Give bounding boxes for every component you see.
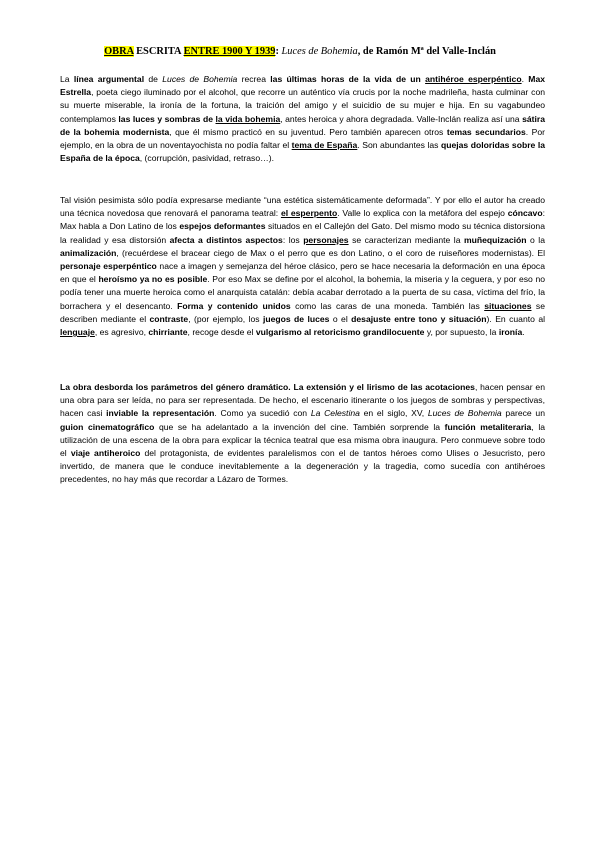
document-title (40, 46, 560, 57)
text-run: las últimas horas de la vida de un (270, 74, 426, 84)
text-run: parece un (501, 408, 545, 419)
text-run: , que él mismo practicó en su juventud. Pero también aparecen otros (169, 126, 447, 137)
text-run: se describen mediante el (60, 300, 546, 324)
title-work: Luces de Bohemia (281, 46, 358, 57)
text-run: contraste (149, 313, 189, 324)
text-run: heroísmo ya no es posible (98, 274, 208, 285)
text-run: Tal visión pesimista sólo podía expresarse mediante “una estética sistemáticamente deformada”. Y por ello el autor ha creado una técnica novedosa que renovará el panorama teatral: (60, 195, 545, 219)
text-run: tema de España (291, 140, 358, 151)
text-run: . Valle lo explica con la metáfora del espejo (337, 208, 508, 219)
text-run: muñequización (463, 234, 527, 245)
text-run: la vida bohemia (215, 113, 281, 124)
text-run: . Por eso Max se define por el alcohol, la bohemia, la miseria y la ceguera, y por eso no podía tener una muerte heroica como el anarquista catalán: debía acabar derrotado a la puerta de su casa, víctima del frío, la borrachera y el desencanto. (60, 274, 545, 311)
text-run: inviable la representación (106, 408, 215, 419)
text-run: animalización (60, 247, 117, 258)
text-run: , antes heroica y ahora degradada. Valle-Inclán realiza así una (280, 113, 523, 124)
text-run: desajuste entre tono y situación (351, 313, 487, 324)
text-run: de (144, 74, 163, 84)
text-run: espejos deformantes (179, 221, 266, 232)
text-run: cóncavo (507, 208, 543, 219)
text-run: nace a imagen y semejanza del héroe clásico, pero se hace necesaria la deformación en una época en que el (60, 261, 545, 285)
text-run: personaje esperpéntico (60, 261, 157, 272)
text-run: juegos de luces (262, 313, 330, 324)
text-run: Max Estrella (60, 74, 546, 98)
text-run: ). En cuanto al (486, 313, 546, 324)
title-obra: OBRA (104, 46, 134, 57)
text-run: . Como ya sucedió con (214, 408, 311, 419)
text-run: , (corrupción, pasividad, retraso…). (139, 153, 274, 164)
text-run: , (por ejemplo, los (188, 313, 263, 324)
title-escrita: ESCRITA (133, 46, 184, 57)
text-run: en el siglo, XV, (359, 408, 428, 419)
text-run: afecta a distintos aspectos (169, 234, 283, 245)
text-run: situaciones (484, 300, 532, 311)
paragraph-esperpento (60, 194, 545, 339)
text-run: : los (282, 234, 304, 245)
text-run: vulgarismo al retoricismo grandilocuente (255, 327, 425, 338)
text-run: , (recuérdese el bracear ciego de Max o el perro que es don Latino, o el coro de ruiseñores modernistas). El (116, 247, 545, 258)
text-run: temas secundarios (446, 126, 526, 137)
text-run: lenguaje (60, 327, 95, 338)
title-colon: : (275, 46, 282, 57)
text-run: o el (329, 313, 352, 324)
text-run: chirriante (148, 327, 188, 338)
text-run: La obra desborda los parámetros del género dramático. (60, 382, 291, 392)
text-run: el esperpento (280, 208, 338, 219)
text-run: La (60, 74, 74, 84)
text-run: Luces de Bohemia (427, 408, 502, 419)
text-run: : Max habla a Don Latino de los (60, 208, 545, 232)
text-run: o la (526, 234, 545, 245)
text-run: La extensión y el lirismo de las acotaciones (293, 382, 475, 392)
text-run: , la utilización de una escena de la obra para explicar la técnica teatral que esa misma obra inaugura. Pero conmueve sobre todo el (60, 421, 546, 459)
text-run: función metaliteraria (444, 421, 532, 432)
title-author: , de Ramón Mª del Valle-Inclán (357, 46, 496, 57)
text-run: sátira de la bohemia modernista (60, 113, 545, 137)
text-run: guion cinematográfico (60, 421, 155, 432)
paragraph-genre (60, 381, 545, 487)
text-run: que se ha adelantado a la invención del cine. También sorprende la (154, 421, 445, 432)
text-run: ironía (498, 327, 523, 338)
text-run: , poeta ciego iluminado por el alcohol, que recorre un auténtico vía crucis por la noche madrileña, hasta culminar con su muerte miserable, la ironía de la fortuna, la traición del amigo y el suicidio de su mujer e hija. En su vagabundeo contemplamos (60, 87, 545, 124)
text-run: recrea (237, 74, 271, 84)
text-run: Luces de Bohemia (162, 74, 238, 84)
text-run: Forma y contenido unidos (177, 300, 291, 311)
text-run: , es agresivo, (94, 327, 149, 338)
title-period: ENTRE 1900 Y 1939 (183, 46, 276, 57)
text-run: antihéroe esperpéntico (425, 74, 522, 84)
text-run: , recoge desde el (187, 327, 256, 338)
text-run: . Son abundantes las (357, 140, 441, 151)
text-run: situados en el Callejón del Gato. Del mismo modo su técnica distorsiona la realidad y esa distorsión (60, 221, 545, 245)
text-run: . (522, 327, 525, 338)
text-run: , hacen pensar en una obra para ser leída, no para ser representada. De hecho, el escenario itinerante o los juegos de sombras y perspectivas, hacen casi (60, 382, 545, 419)
text-run: línea argumental (73, 74, 145, 84)
text-run: La Celestina (310, 408, 360, 419)
text-run: y, por supuesto, la (424, 327, 499, 338)
text-run: viaje antiheroico (70, 448, 141, 459)
text-run: quejas doloridas sobre la España de la época (60, 140, 545, 164)
text-run: . (521, 74, 529, 84)
text-run: como las caras de una moneda. También las (290, 300, 485, 311)
text-run: se caracterizan mediante la (348, 234, 464, 245)
text-run: personajes (303, 234, 349, 245)
text-run: del protagonista, de evidentes paralelismos con el de tantos héroes como Ulises o Jesucristo, pero invertido, de manera que le conduce inevitablemente a la degeneración y la tragedia, como sucedía con antihéroes precedentes, no hay más que recordar a Lázaro de Tormes. (60, 448, 546, 485)
paragraph-argument (60, 73, 545, 165)
text-run: las luces y sombras de (118, 113, 216, 124)
text-run: . Por ejemplo, en la obra de un noventayochista no podía faltar el (60, 126, 545, 151)
